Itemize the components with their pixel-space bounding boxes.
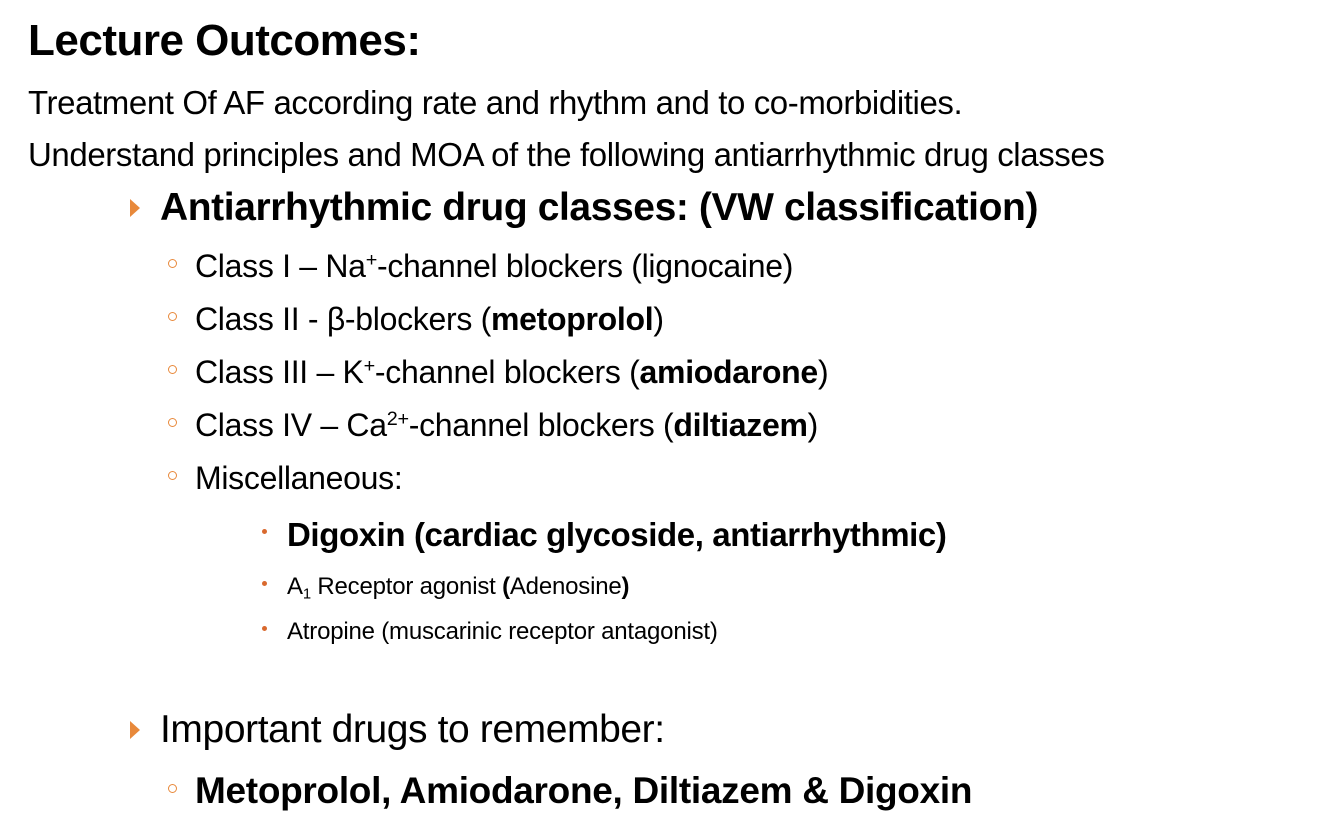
- list-item-class-3: [168, 354, 828, 391]
- circle-bullet-icon: [168, 784, 177, 793]
- dot-bullet-icon: [262, 529, 267, 534]
- list-item-class-1: [168, 248, 793, 285]
- dot-bullet-icon: [262, 626, 267, 631]
- dot-bullet-icon: [262, 581, 267, 586]
- list-item-atropine: [262, 618, 718, 646]
- triangle-bullet-icon: [130, 721, 140, 739]
- section-heading: Important drugs to remember:: [160, 708, 665, 751]
- class-4-text: Class IV – $Ca^{2+}$-channel blockers (diltiazem): [195, 407, 818, 443]
- intro-line-2: Understand principles and MOA of the following antiarrhythmic drug classes: [28, 136, 1105, 173]
- adenosine-text: $A_1$ Receptor agonist (Adenosine): [287, 573, 630, 603]
- atropine-text: Atropine (muscarinic receptor antagonist): [287, 618, 718, 645]
- circle-bullet-icon: [168, 365, 177, 374]
- list-item-digoxin: [262, 516, 946, 554]
- list-item-important-drugs: [168, 770, 972, 812]
- list-item-adenosine: [262, 573, 629, 601]
- list-item-misc: [168, 460, 402, 497]
- class-2-text: Class II - β-blockers (metoprolol): [195, 301, 664, 337]
- section-important-drugs: [130, 708, 665, 752]
- section-antiarrhythmic-classes: [130, 186, 1038, 230]
- digoxin-text: Digoxin (cardiac glycoside, antiarrhythmic): [287, 516, 947, 553]
- list-item-class-4: [168, 407, 818, 444]
- circle-bullet-icon: [168, 312, 177, 321]
- list-item-class-2: [168, 301, 664, 338]
- intro-line-1: Treatment Of AF according rate and rhythm and to co-morbidities.: [28, 84, 963, 121]
- circle-bullet-icon: [168, 418, 177, 427]
- section-heading: Antiarrhythmic drug classes: (VW classification): [160, 186, 1039, 229]
- class-1-text: Class I – Na+-channel blockers (lignocaine): [195, 248, 794, 284]
- circle-bullet-icon: [168, 259, 177, 268]
- important-drugs-text: Metoprolol, Amiodarone, Diltiazem & Digoxin: [195, 770, 973, 811]
- triangle-bullet-icon: [130, 199, 140, 217]
- circle-bullet-icon: [168, 471, 177, 480]
- slide-title: Lecture Outcomes:: [28, 16, 421, 65]
- misc-label: Miscellaneous:: [195, 460, 403, 496]
- class-3-text: Class III – K+-channel blockers (amiodarone): [195, 354, 829, 390]
